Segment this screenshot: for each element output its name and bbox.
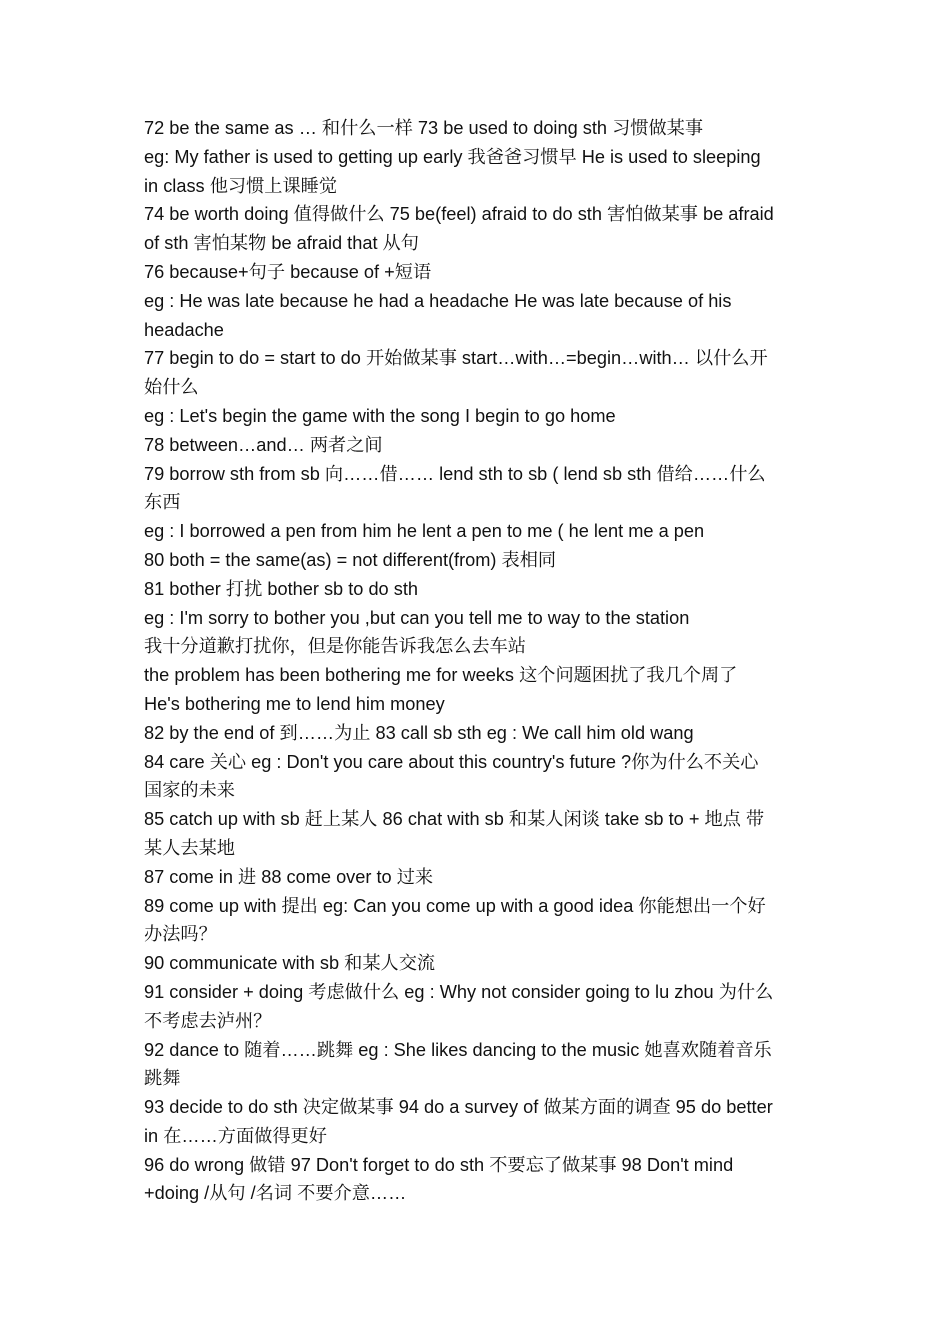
text-line: 81 bother 打扰 bother sb to do sth <box>144 578 418 599</box>
text-line: 90 communicate with sb 和某人交流 <box>144 953 436 974</box>
text-line: 跳舞 <box>144 1068 181 1089</box>
text-line: 我十分道歉打扰你，但是你能告诉我怎么去车站 <box>144 636 526 657</box>
text-line: +doing /从句 /名词 不要介意…… <box>144 1183 407 1204</box>
text-line: 79 borrow sth from sb 向……借…… lend sth to sb ( lend sb sth 借给……什么 <box>144 463 766 484</box>
text-line: eg : He was late because he had a headache He was late because of his <box>144 290 732 311</box>
text-line: 76 because+句子 because of +短语 <box>144 261 432 282</box>
text-line: the problem has been bothering me for weeks 这个问题困扰了我几个周了 <box>144 665 738 686</box>
text-line: in 在……方面做得更好 <box>144 1125 327 1146</box>
text-line: 77 begin to do = start to do 开始做某事 start…with…=begin…with… 以什么开 <box>144 348 768 369</box>
text-line: 80 both = the same(as) = not different(from) 表相同 <box>144 549 557 570</box>
text-line: 85 catch up with sb 赶上某人 86 chat with sb 和某人闲谈 take sb to + 地点 带 <box>144 809 765 830</box>
text-line: 91 consider + doing 考虑做什么 eg : Why not consider going to lu zhou 为什么 <box>144 981 774 1002</box>
text-line: 93 decide to do sth 决定做某事 94 do a survey of 做某方面的调查 95 do better <box>144 1097 773 1118</box>
text-line: 不考虑去泸州？ <box>144 1010 272 1031</box>
text-line: 87 come in 进 88 come over to 过来 <box>144 866 434 887</box>
text-line: eg: My father is used to getting up early 我爸爸习惯早 He is used to sleeping <box>144 146 761 167</box>
text-line: 东西 <box>144 492 181 513</box>
text-line: eg : Let's begin the game with the song I begin to go home <box>144 405 616 426</box>
text-line: 92 dance to 随着……跳舞 eg : She likes dancing to the music 她喜欢随着音乐 <box>144 1039 772 1060</box>
text-line: 89 come up with 提出 eg: Can you come up with a good idea 你能想出一个好 <box>144 895 766 916</box>
text-line: 办法吗？ <box>144 924 217 945</box>
text-line: 始什么 <box>144 377 199 398</box>
text-line: 某人去某地 <box>144 837 235 858</box>
text-line: 74 be worth doing 值得做什么 75 be(feel) afraid to do sth 害怕做某事 be afraid <box>144 204 774 225</box>
text-line: eg : I'm sorry to bother you ,but can you tell me to way to the station <box>144 607 690 628</box>
document-body <box>144 114 816 1208</box>
text-line: 84 care 关心 eg : Don't you care about this country's future ?你为什么不关心 <box>144 751 759 772</box>
text-line: 78 between…and… 两者之间 <box>144 434 383 455</box>
text-line: of sth 害怕某物 be afraid that 从句 <box>144 233 419 254</box>
text-line: 82 by the end of 到……为止 83 call sb sth eg : We call him old wang <box>144 722 694 743</box>
text-line: eg : I borrowed a pen from him he lent a pen to me ( he lent me a pen <box>144 521 705 542</box>
text-line: headache <box>144 319 224 340</box>
text-line: 国家的未来 <box>144 780 235 801</box>
text-line: 96 do wrong 做错 97 Don't forget to do sth 不要忘了做某事 98 Don't mind <box>144 1154 734 1175</box>
text-line: in class 他习惯上课睡觉 <box>144 175 338 196</box>
text-line: 72 be the same as … 和什么一样 73 be used to doing sth 习惯做某事 <box>144 118 704 138</box>
text-line: He's bothering me to lend him money <box>144 693 445 714</box>
